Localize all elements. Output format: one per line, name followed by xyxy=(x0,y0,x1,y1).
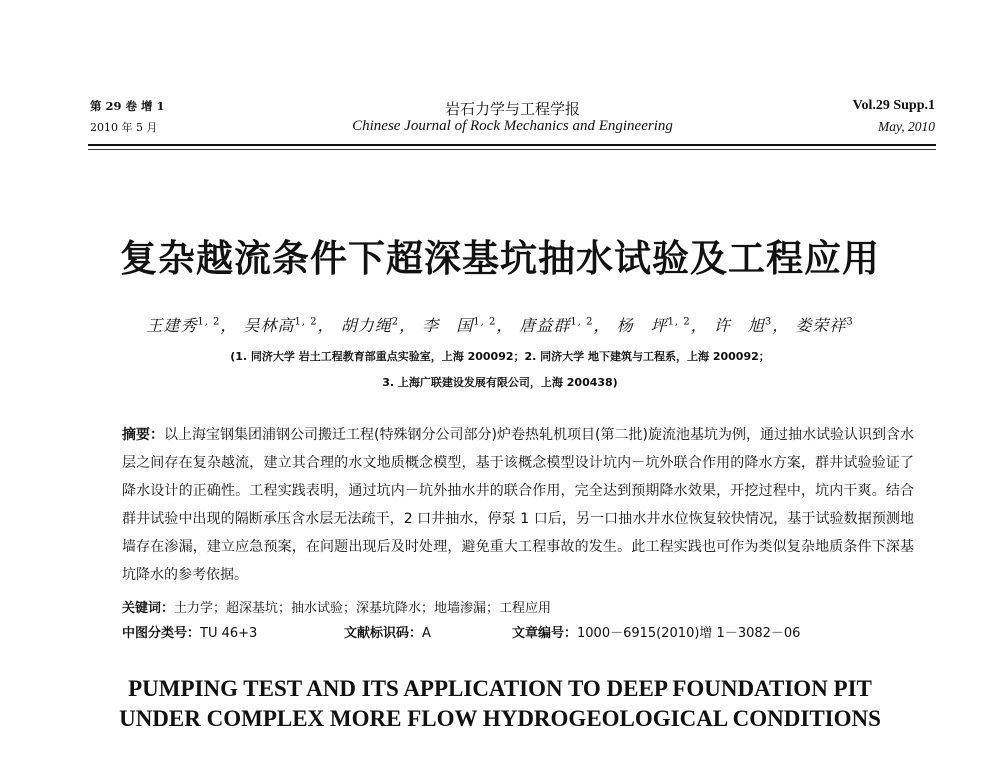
english-title-line-1: PUMPING TEST AND ITS APPLICATION TO DEEP FOUNDATION PIT xyxy=(128,676,872,701)
author: 胡力绳$^2$ xyxy=(340,316,400,335)
journal-header xyxy=(90,98,935,150)
volume-issue: 第 29 卷 增 1 xyxy=(90,99,165,113)
abstract-label: 摘要： xyxy=(122,427,165,443)
keywords xyxy=(122,597,914,616)
author: 杨 坪$^{1, 2}$ xyxy=(616,316,691,335)
issue-date-en: May, 2010 xyxy=(878,119,935,134)
clc-number: 中图分类号：TU 46+3 xyxy=(122,626,258,641)
document-code: 文献标识码：A xyxy=(344,626,431,641)
journal-name-en: Chinese Journal of Rock Mechanics and Engineering xyxy=(352,118,673,134)
affiliation-line-2: 3. 上海广联建设发展有限公司，上海 200438) xyxy=(382,376,618,389)
author: 唐益群$^{1, 2}$ xyxy=(519,316,594,335)
affiliation-line-1: (1. 同济大学 岩土工程教育部重点实验室，上海 200092；2. 同济大学 地下建筑与工程系，上海 200092； xyxy=(230,350,770,363)
english-title-line-2: UNDER COMPLEX MORE FLOW HYDROGEOLOGICAL CONDITIONS xyxy=(119,706,881,731)
author: 娄荣祥$^3$ xyxy=(795,316,854,335)
article-number: 文章编号：1000－6915(2010)增 1－3082－06 xyxy=(512,626,801,641)
keywords-label: 关键词： xyxy=(122,601,175,616)
abstract xyxy=(122,421,914,589)
journal-name-cn: 岩石力学与工程学报 xyxy=(444,100,580,118)
author: 李 国$^{1, 2}$ xyxy=(422,316,497,335)
keywords-text: 土力学；超深基坑；抽水试验；深基坑降水；地墙渗漏；工程应用 xyxy=(174,601,552,616)
author-list: 王建秀$^{1, 2}$， 吴林高$^{1, 2}$， 胡力绳$^2$， 李 国$^{1, 2}$， 唐益群$^{1, 2}$， 杨 坪$^{1, 2}$， 许 旭$^3$， 娄荣祥$^3$ xyxy=(146,316,854,335)
header-rule-thick xyxy=(88,144,936,146)
abstract-text: 以上海宝钢集团浦钢公司搬迁工程(特殊钢分公司部分)炉卷热轧机项目(第二批)旋流池基坑为例，通过抽水试验认识到含水层之间存在复杂越流，建立其合理的水文地质概念模型，基于该概念模型设计坑内－坑外联合作用的降水方案，群井试验验证了降水设计的正确性。工程实践表明，通过坑内－坑外抽水井的联合作用，完全达到预期降水效果，开挖过程中，坑内干爽。结合群井试验中出现的隔断承压含水层无法疏干，2 口井抽水，停泵 1 口后，另一口抽水井水位恢复较快情况，基于试验数据预测地墙存在渗漏，建立应急预案，在问题出现后及时处理，避免重大工程事故的发生。此工程实践也可作为类似复杂地质条件下深基坑降水的参考依据。 xyxy=(122,427,914,583)
header-rule-thin xyxy=(88,149,936,150)
author: 吴林高$^{1, 2}$ xyxy=(243,316,318,335)
author: 王建秀$^{1, 2}$ xyxy=(146,316,221,335)
issue-date-cn: 2010 年 5 月 xyxy=(90,121,158,134)
volume-en: Vol.29 Supp.1 xyxy=(852,98,935,113)
author: 许 旭$^3$ xyxy=(713,316,773,335)
paper-title: 复杂越流条件下超深基坑抽水试验及工程应用 xyxy=(120,237,880,280)
